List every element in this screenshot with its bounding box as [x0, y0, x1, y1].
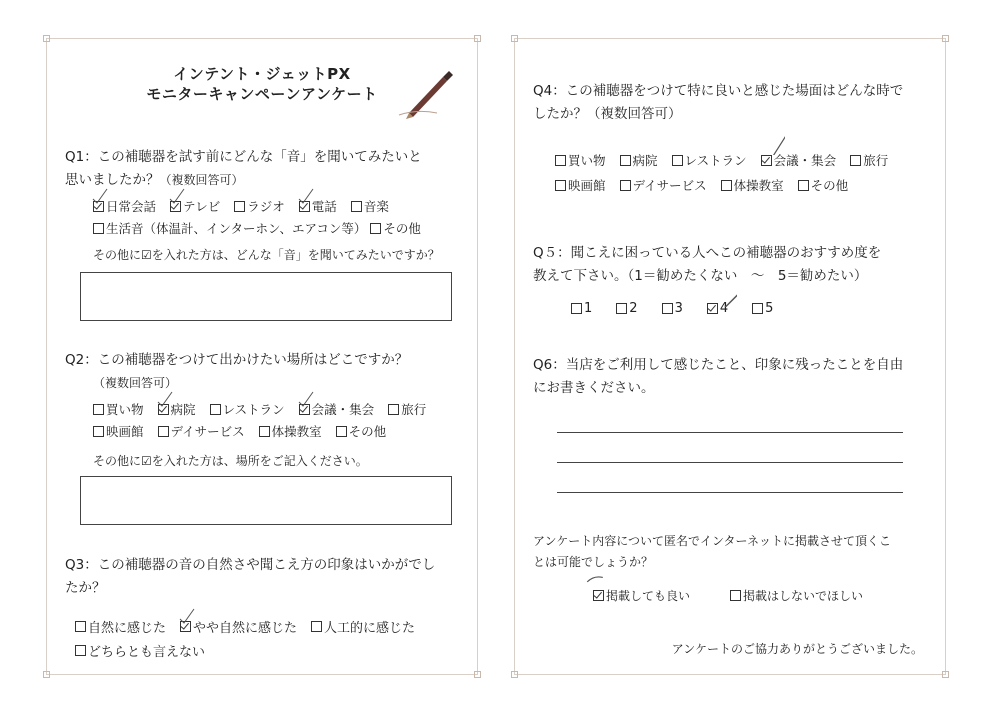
- q2-note: （複数回答可）: [93, 376, 178, 390]
- consent-option-no[interactable]: 掲載はしないでほしい: [730, 587, 863, 604]
- q4-option-hospital[interactable]: 病院: [620, 151, 658, 169]
- corner-mark: [474, 35, 481, 42]
- q1-instruction: その他に☑を入れた方は、どんな「音」を聞いてみたいですか？: [93, 248, 440, 262]
- checkbox[interactable]: [721, 180, 732, 191]
- q1-option-daily-conversation[interactable]: 日常会話: [93, 197, 156, 215]
- checkbox[interactable]: [158, 426, 169, 437]
- q2-option-day-service[interactable]: デイサービス: [158, 422, 245, 440]
- handwritten-check-icon: [297, 187, 315, 205]
- q2-option-other[interactable]: その他: [336, 422, 387, 440]
- checkbox[interactable]: [210, 404, 221, 415]
- q4-option-exercise-class[interactable]: 体操教室: [721, 176, 784, 194]
- left-page: [46, 38, 478, 675]
- corner-mark: [43, 671, 50, 678]
- handwritten-check-icon: [168, 187, 186, 205]
- q1-option-radio[interactable]: ラジオ: [234, 197, 285, 215]
- q4-text-line2: したか？（複数回答可）: [533, 106, 682, 122]
- right-page: [514, 38, 946, 675]
- q6-text-line1: Q6：当店をご利用して感じたこと、印象に残ったことを自由: [533, 357, 904, 373]
- q4-option-travel[interactable]: 旅行: [850, 151, 888, 169]
- handwritten-check-icon: [156, 390, 174, 408]
- q4-option-cinema[interactable]: 映画館: [555, 176, 606, 194]
- q2-option-travel[interactable]: 旅行: [388, 400, 426, 418]
- q2-instruction: その他に☑を入れた方は、場所をご記入ください。: [93, 454, 368, 468]
- checkbox[interactable]: [388, 404, 399, 415]
- q2-option-meeting[interactable]: 会議・集会: [299, 400, 375, 418]
- checkbox[interactable]: [555, 180, 566, 191]
- q6-answer-line[interactable]: [557, 462, 903, 463]
- q2-other-answer-box[interactable]: [80, 476, 452, 525]
- corner-mark: [474, 671, 481, 678]
- thanks-message: アンケートのご協力ありがとうございました。: [671, 642, 923, 656]
- survey-title-line1: インテント・ジェットPX: [173, 65, 351, 83]
- checkbox[interactable]: [311, 621, 322, 632]
- checkbox[interactable]: [234, 201, 245, 212]
- q5-option-2[interactable]: 2: [616, 301, 637, 316]
- consent-text-line1: アンケート内容について匿名でインターネットに掲載させて頂くこ: [533, 534, 891, 548]
- corner-mark: [511, 671, 518, 678]
- corner-mark: [43, 35, 50, 42]
- checkbox[interactable]: [259, 426, 270, 437]
- handwritten-check-icon: [763, 129, 785, 155]
- checkbox-checked[interactable]: [761, 155, 772, 166]
- q1-option-other[interactable]: その他: [370, 219, 421, 237]
- q3-option-neither[interactable]: どちらとも言えない: [75, 641, 205, 660]
- handwritten-check-icon: [178, 607, 196, 625]
- q3-option-somewhat-natural[interactable]: やや自然に感じた: [180, 617, 297, 636]
- q1-option-phone[interactable]: 電話: [299, 197, 337, 215]
- q5-option-5[interactable]: 5: [752, 301, 773, 316]
- checkbox[interactable]: [571, 303, 582, 314]
- q6-text-line2: にお書きください。: [533, 380, 655, 396]
- q3-text-line1: Q3：この補聴器の音の自然さや聞こえ方の印象はいかがでし: [65, 557, 436, 573]
- checkbox[interactable]: [336, 426, 347, 437]
- corner-mark: [511, 35, 518, 42]
- checkbox[interactable]: [351, 201, 362, 212]
- checkbox[interactable]: [752, 303, 763, 314]
- q5-text-line2: 教えて下さい。（1＝勧めたくない ～ 5＝勧めたい）: [533, 268, 868, 284]
- checkbox[interactable]: [75, 645, 86, 656]
- checkbox[interactable]: [93, 404, 104, 415]
- checkbox[interactable]: [616, 303, 627, 314]
- handwritten-check-icon: [91, 187, 109, 205]
- q2-option-hospital[interactable]: 病院: [158, 400, 196, 418]
- q2-option-restaurant[interactable]: レストラン: [210, 400, 285, 418]
- q1-other-answer-box[interactable]: [80, 272, 452, 321]
- q6-answer-line[interactable]: [557, 492, 903, 493]
- checkbox[interactable]: [730, 590, 741, 601]
- q1-option-music[interactable]: 音楽: [351, 197, 389, 215]
- q3-option-natural[interactable]: 自然に感じた: [75, 617, 166, 636]
- checkbox[interactable]: [370, 223, 381, 234]
- q1-text-line2: 思いましたか？: [65, 172, 160, 188]
- q4-option-shopping[interactable]: 買い物: [555, 151, 606, 169]
- checkbox[interactable]: [620, 155, 631, 166]
- pen-icon: [397, 69, 457, 119]
- consent-text-line2: とは可能でしょうか？: [533, 555, 654, 569]
- handwritten-check-icon: [711, 281, 737, 307]
- q1-option-tv[interactable]: テレビ: [170, 197, 220, 215]
- q2-text-line1: Q2：この補聴器をつけて出かけたい場所はどこですか？: [65, 352, 409, 368]
- q3-text-line2: たか？: [65, 580, 106, 596]
- q6-answer-line[interactable]: [557, 432, 903, 433]
- q2-option-shopping[interactable]: 買い物: [93, 400, 144, 418]
- q3-option-artificial[interactable]: 人工的に感じた: [311, 617, 415, 636]
- checkbox[interactable]: [555, 155, 566, 166]
- checkbox[interactable]: [662, 303, 673, 314]
- q1-note: （複数回答可）: [159, 173, 244, 187]
- q4-text-line1: Q4：この補聴器をつけて特に良いと感じた場面はどんな時で: [533, 83, 904, 99]
- q5-text-line1: Q５：聞こえに困っている人へこの補聴器のおすすめ度を: [533, 245, 882, 261]
- q1-text-line1: Q1：この補聴器を試す前にどんな「音」を聞いてみたいと: [65, 149, 422, 165]
- q5-option-3[interactable]: 3: [662, 301, 683, 316]
- checkbox[interactable]: [93, 223, 104, 234]
- q2-option-cinema[interactable]: 映画館: [93, 422, 144, 440]
- checkbox[interactable]: [93, 426, 104, 437]
- survey-title-line2: モニターキャンペーンアンケート: [146, 85, 378, 103]
- corner-mark: [942, 35, 949, 42]
- checkbox[interactable]: [75, 621, 86, 632]
- consent-option-ok[interactable]: 掲載しても良い: [593, 587, 690, 604]
- q2-option-exercise-class[interactable]: 体操教室: [259, 422, 322, 440]
- handwritten-check-icon: [297, 390, 315, 408]
- q1-option-living-sounds[interactable]: 生活音（体温計、インターホン、エアコン等）: [93, 219, 366, 237]
- q4-option-day-service[interactable]: デイサービス: [620, 176, 707, 194]
- q4-option-other[interactable]: その他: [798, 176, 849, 194]
- q5-option-4[interactable]: 4: [707, 301, 728, 316]
- checkbox[interactable]: [620, 180, 631, 191]
- handwritten-check-icon: [585, 573, 605, 593]
- q4-option-meeting[interactable]: 会議・集会: [761, 151, 837, 169]
- checkbox[interactable]: [850, 155, 861, 166]
- checkbox[interactable]: [798, 180, 809, 191]
- q4-option-restaurant[interactable]: レストラン: [672, 151, 747, 169]
- checkbox[interactable]: [672, 155, 683, 166]
- corner-mark: [942, 671, 949, 678]
- q5-option-1[interactable]: 1: [571, 301, 592, 316]
